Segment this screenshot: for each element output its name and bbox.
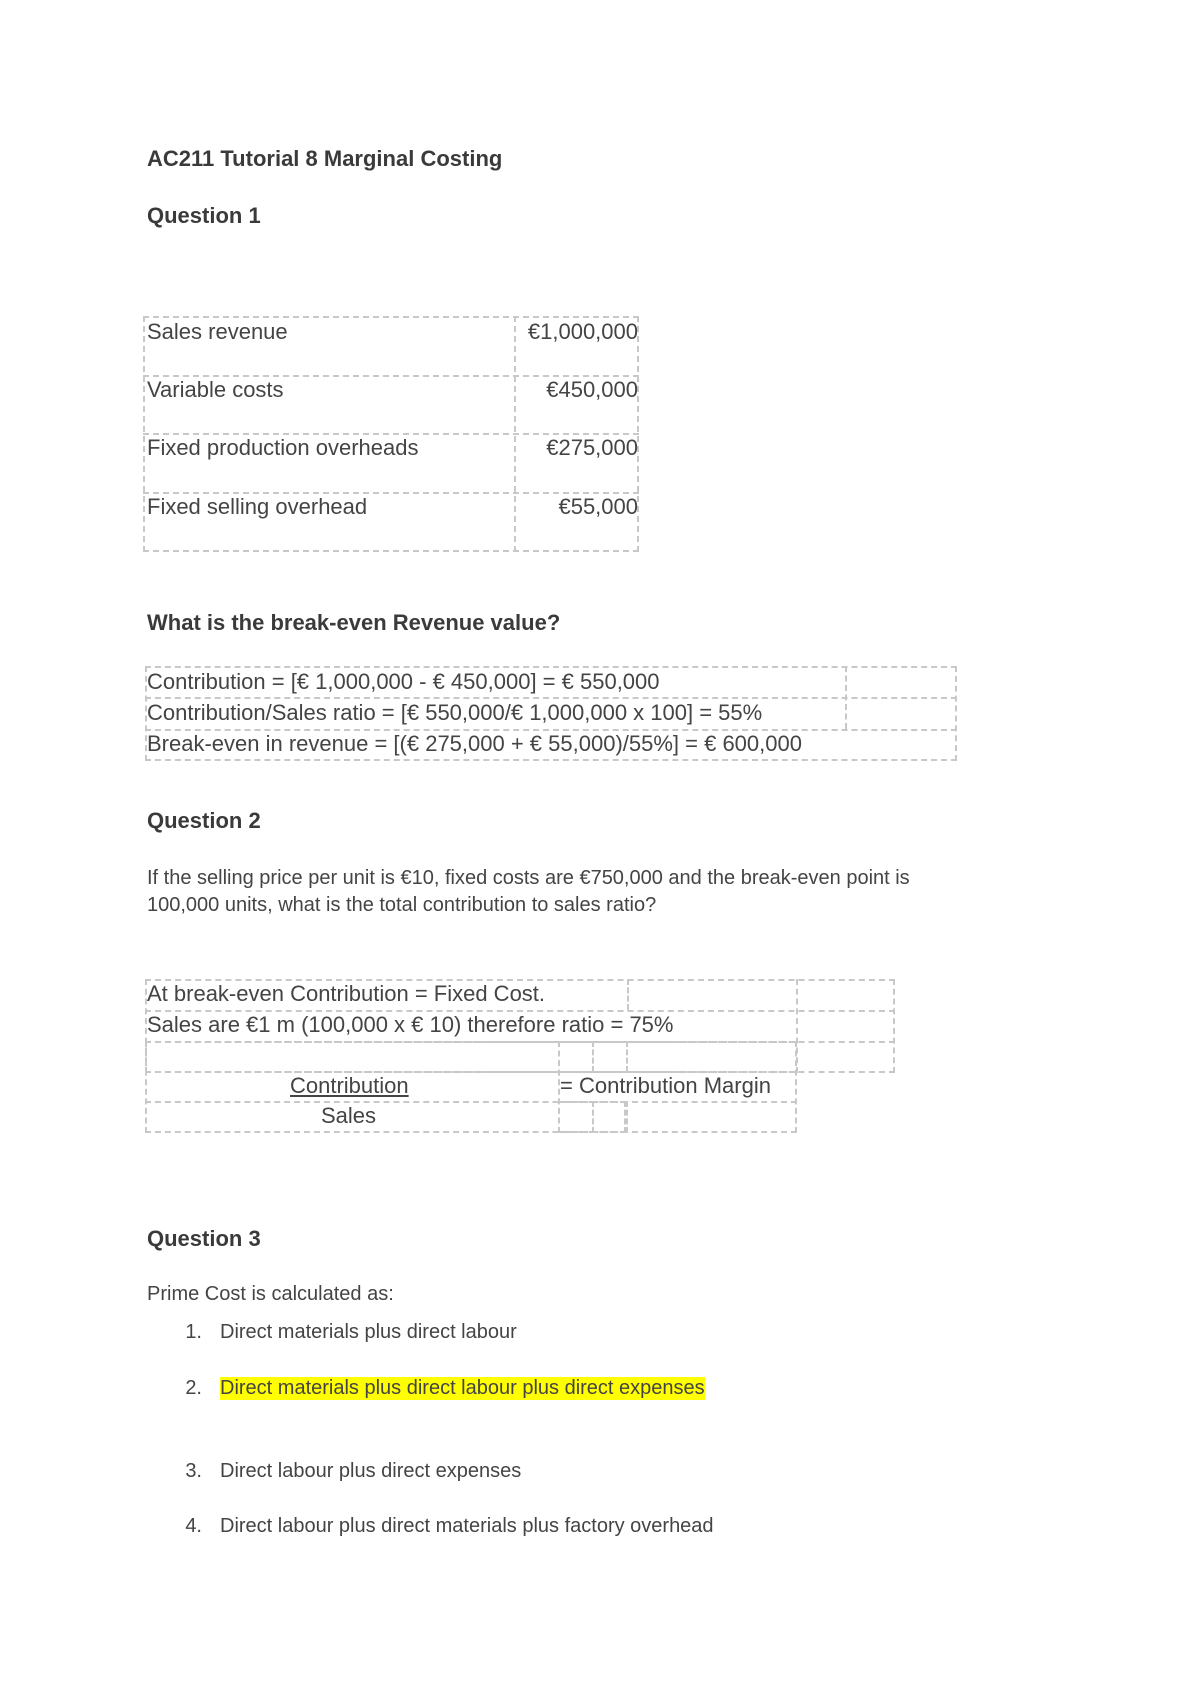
q1-row-value: €55,000 <box>558 494 638 519</box>
q1-row-label: Fixed production overheads <box>147 435 419 460</box>
question-3-heading: Question 3 <box>147 1226 261 1251</box>
q1-row-value: €450,000 <box>546 377 638 402</box>
q1-question-text: What is the break-even Revenue value? <box>147 610 561 635</box>
q2-answer-line: Sales are €1 m (100,000 x € 10) therefore ratio = 75% <box>147 1012 674 1037</box>
q2-text-line: 100,000 units, what is the total contribution to sales ratio? <box>147 894 657 916</box>
q3-option-text-highlighted: Direct materials plus direct labour plus direct expenses <box>220 1377 705 1399</box>
q1-answer-line: Break-even in revenue = [(€ 275,000 + € 55,000)/55%] = € 600,000 <box>147 731 802 756</box>
q1-answer-line: Contribution/Sales ratio = [€ 550,000/€ 1,000,000 x 100] = 55% <box>147 700 763 725</box>
q1-row-label: Variable costs <box>147 377 284 402</box>
q2-fraction-numerator: Contribution <box>290 1073 409 1098</box>
q2-fraction-denominator: Sales <box>321 1103 377 1128</box>
q3-option-number: 2. <box>185 1377 202 1399</box>
q1-row-label: Fixed selling overhead <box>147 494 368 519</box>
q1-row-label: Sales revenue <box>147 319 288 344</box>
q3-option-number: 4. <box>185 1515 202 1537</box>
q3-option-number: 3. <box>185 1460 202 1482</box>
q1-answer-line: Contribution = [€ 1,000,000 - € 450,000] = € 550,000 <box>147 669 660 694</box>
q2-answer-line: At break-even Contribution = Fixed Cost. <box>147 981 546 1006</box>
q3-option-text: Direct labour plus direct materials plus factory overhead <box>220 1515 714 1537</box>
q3-option-text: Direct materials plus direct labour <box>220 1321 517 1343</box>
document-title: AC211 Tutorial 8 Marginal Costing <box>147 146 503 171</box>
q1-row-value: €1,000,000 <box>527 319 638 344</box>
q2-fraction-equals: = Contribution Margin <box>560 1073 771 1098</box>
q2-text-line: If the selling price per unit is €10, fixed costs are €750,000 and the break-even point is <box>147 867 910 889</box>
q3-option-number: 1. <box>185 1321 202 1343</box>
question-2-heading: Question 2 <box>147 808 261 833</box>
q3-prompt: Prime Cost is calculated as: <box>147 1283 394 1305</box>
q1-row-value: €275,000 <box>546 435 638 460</box>
question-1-heading: Question 1 <box>147 203 261 228</box>
q3-option-text: Direct labour plus direct expenses <box>220 1460 522 1482</box>
